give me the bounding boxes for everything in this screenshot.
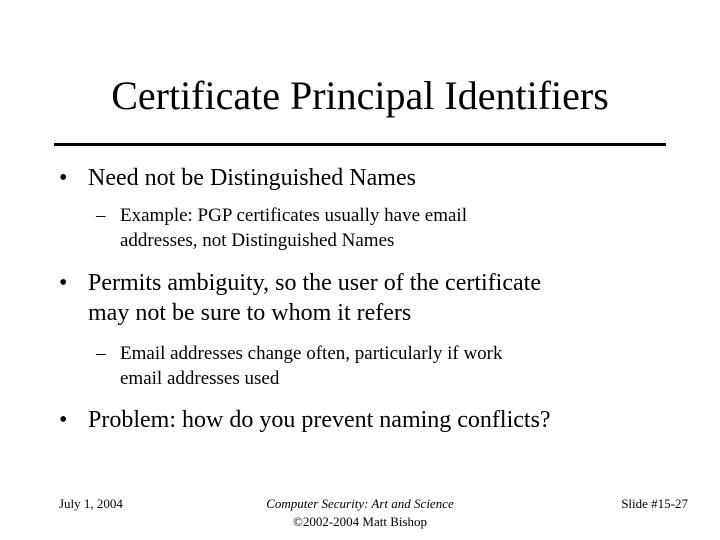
footer-credit [210, 495, 510, 531]
bullet-marker: • [59, 165, 68, 191]
sub-bullet-text-line: Email addresses change often, particularly if work [120, 343, 503, 364]
sub-bullet-text-line: email addresses used [120, 368, 280, 389]
footer-slide-number: Slide #15-27 [621, 496, 688, 511]
sub-bullet-marker: – [96, 205, 106, 226]
sub-bullet-text [120, 341, 503, 391]
bullet-text-line: Permits ambiguity, so the user of the certificate [88, 270, 541, 296]
bullet-text-line: Problem: how do you prevent naming conflicts? [88, 407, 551, 433]
slide-title: Certificate Principal Identifiers [111, 73, 609, 118]
footer-course-title: Computer Security: Art and Science [266, 496, 454, 511]
bullet-text [88, 405, 551, 435]
title-divider [54, 143, 666, 146]
bullet-text [88, 163, 416, 193]
bullet-marker: • [59, 407, 68, 433]
footer-copyright: ©2002-2004 Matt Bishop [292, 514, 428, 529]
sub-bullet-marker: – [96, 343, 106, 364]
bullet-text [88, 268, 541, 328]
footer-date: July 1, 2004 [59, 496, 123, 511]
bullet-text-line: Need not be Distinguished Names [88, 165, 416, 191]
bullet-marker: • [59, 270, 68, 296]
sub-bullet-text-line: Example: PGP certificates usually have email [120, 205, 467, 226]
bullet-text-line: may not be sure to whom it refers [88, 300, 412, 326]
sub-bullet-text [120, 203, 467, 253]
sub-bullet-text-line: addresses, not Distinguished Names [120, 230, 395, 251]
